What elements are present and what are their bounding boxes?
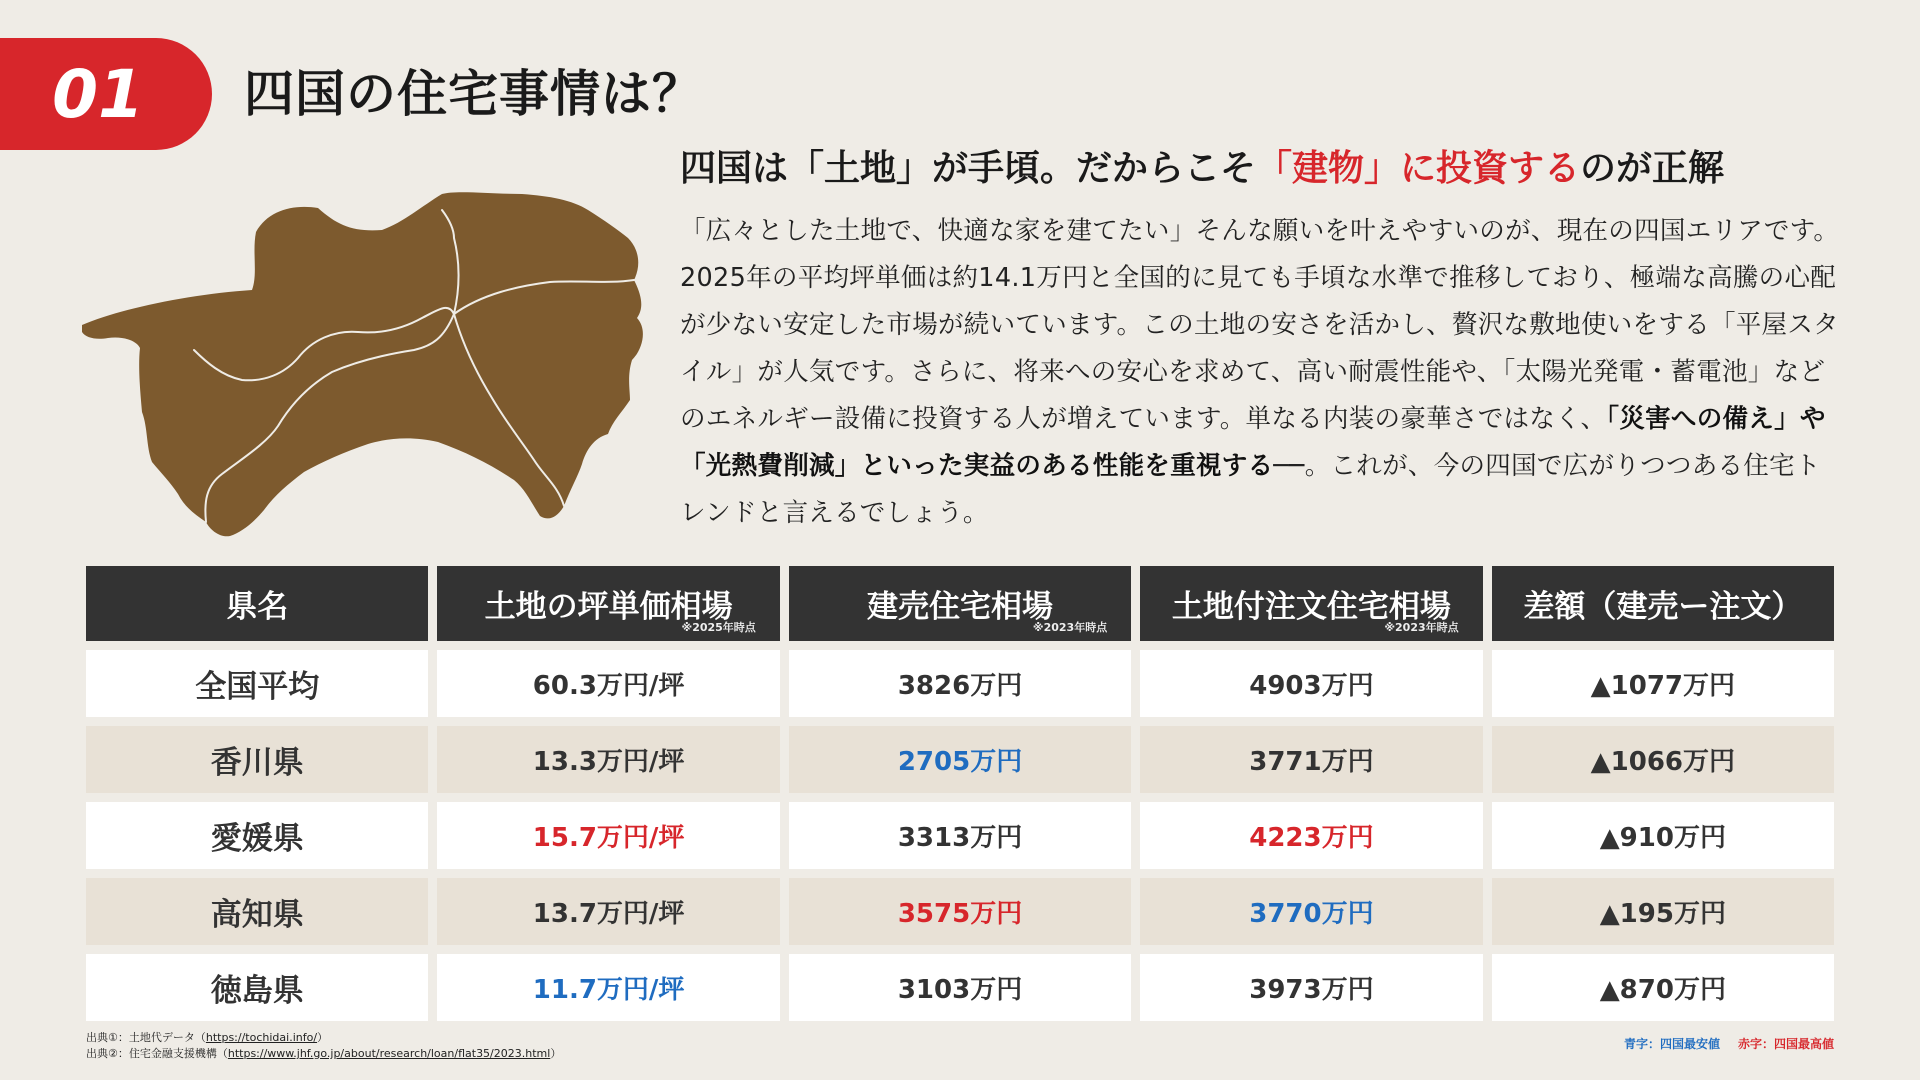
cell-prefecture: 香川県: [86, 726, 428, 793]
body-paragraph: [680, 208, 1840, 537]
header-label: 建売住宅相場: [867, 589, 1054, 625]
source-1-end: ）: [317, 1031, 329, 1044]
cell-custom-home: 4223万円: [1140, 802, 1482, 869]
shikoku-island-shape: [82, 192, 643, 536]
legend-blue: 青字：四国最安値: [1623, 1037, 1720, 1051]
body-text-part1: 「広々とした土地で、快適な家を建てたい」そんな願いを叶えやすいのが、現在の四国エリアです。2025年の平均坪単価は約14.1万円と全国的に見ても手頃な水準で推移しており、極端な高騰の心配が少ない安定した市場が続いています。この土地の安さを活かし、贅沢な敷地使いをする「平屋スタイル」が人気です。さらに、将来への安心を求めて、高い耐震性能や、「太陽光発電・蓄電池」などのエネルギー設備に投資する人が増えています。単なる内装の豪華さではなく、: [680, 216, 1840, 434]
header-label: 県名: [226, 589, 289, 625]
header-prefecture: [86, 566, 428, 641]
table-row-national: [86, 650, 1834, 717]
cell-difference: ▲195万円: [1492, 878, 1834, 945]
cell-land-price: 13.3万円/坪: [437, 726, 779, 793]
cell-difference: ▲1077万円: [1492, 650, 1834, 717]
header-custom-home: [1140, 566, 1482, 641]
header-readybuilt: [789, 566, 1131, 641]
source-1-link[interactable]: https://tochidai.info/: [205, 1031, 318, 1044]
table-row-kochi: [86, 878, 1834, 945]
cell-difference: ▲870万円: [1492, 954, 1834, 1021]
shikoku-map: [82, 190, 650, 540]
cell-land-price: 11.7万円/坪: [437, 954, 779, 1021]
cell-land-price: 13.7万円/坪: [437, 878, 779, 945]
cell-prefecture: 愛媛県: [86, 802, 428, 869]
table-row-kagawa: [86, 726, 1834, 793]
header-note: ※2023年時点: [1384, 621, 1459, 634]
cell-land-price: 60.3万円/坪: [437, 650, 779, 717]
header-note: ※2025年時点: [681, 621, 756, 634]
header-note: ※2023年時点: [1032, 621, 1108, 634]
cell-prefecture: 高知県: [86, 878, 428, 945]
page-title: 四国の住宅事情は？: [244, 65, 703, 123]
body-text-emphasis: 「災害への備え」や「光熱費削減」といった実益のある性能を重視する: [680, 404, 1826, 481]
headline-highlight: 「建物」に投資する: [1256, 148, 1581, 189]
body-text-part2: ──。これが、今の四国で広がりつつある住宅トレンドと言えるでしょう。: [680, 451, 1821, 528]
source-2: [86, 1046, 561, 1062]
cell-prefecture: 徳島県: [86, 954, 428, 1021]
source-2-link[interactable]: https://www.jhf.go.jp/about/research/loan/flat35/2023.html: [227, 1047, 551, 1060]
header-label: 差額（建売ー注文）: [1523, 589, 1803, 625]
cell-readybuilt: 3313万円: [789, 802, 1131, 869]
cell-readybuilt: 3575万円: [789, 878, 1131, 945]
cell-readybuilt: 3826万円: [789, 650, 1131, 717]
section-number-badge: [0, 38, 212, 150]
table-header-row: [86, 566, 1834, 641]
cell-difference: ▲910万円: [1492, 802, 1834, 869]
cell-readybuilt: 3103万円: [789, 954, 1131, 1021]
headline: [680, 140, 1724, 191]
source-2-end: ）: [550, 1047, 562, 1060]
headline-part2: のが正解: [1580, 148, 1725, 189]
legend-red: 赤字：四国最高値: [1737, 1037, 1834, 1051]
cell-prefecture: 全国平均: [86, 650, 428, 717]
cell-readybuilt: 2705万円: [789, 726, 1131, 793]
cell-custom-home: 3771万円: [1140, 726, 1482, 793]
table-row-ehime: [86, 802, 1834, 869]
source-1-label: 出典①：土地代データ（: [86, 1031, 206, 1044]
cell-custom-home: 3770万円: [1140, 878, 1482, 945]
header-land-price: [437, 566, 779, 641]
header-label: 土地の坪単価相場: [484, 589, 733, 625]
headline-part1: 四国は「土地」が手頃。だからこそ: [680, 148, 1257, 189]
cell-land-price: 15.7万円/坪: [437, 802, 779, 869]
housing-price-table: [86, 566, 1834, 1030]
source-2-label: 出典②：住宅金融支援機構（: [86, 1047, 228, 1060]
cell-custom-home: 4903万円: [1140, 650, 1482, 717]
table-row-tokushima: [86, 954, 1834, 1021]
header-label: 土地付注文住宅相場: [1171, 589, 1451, 625]
cell-difference: ▲1066万円: [1492, 726, 1834, 793]
source-1: [86, 1030, 561, 1046]
color-legend: [1624, 1035, 1834, 1052]
source-citations: [86, 1030, 561, 1062]
cell-custom-home: 3973万円: [1140, 954, 1482, 1021]
section-number: 01: [52, 55, 144, 133]
header-difference: [1492, 566, 1834, 641]
